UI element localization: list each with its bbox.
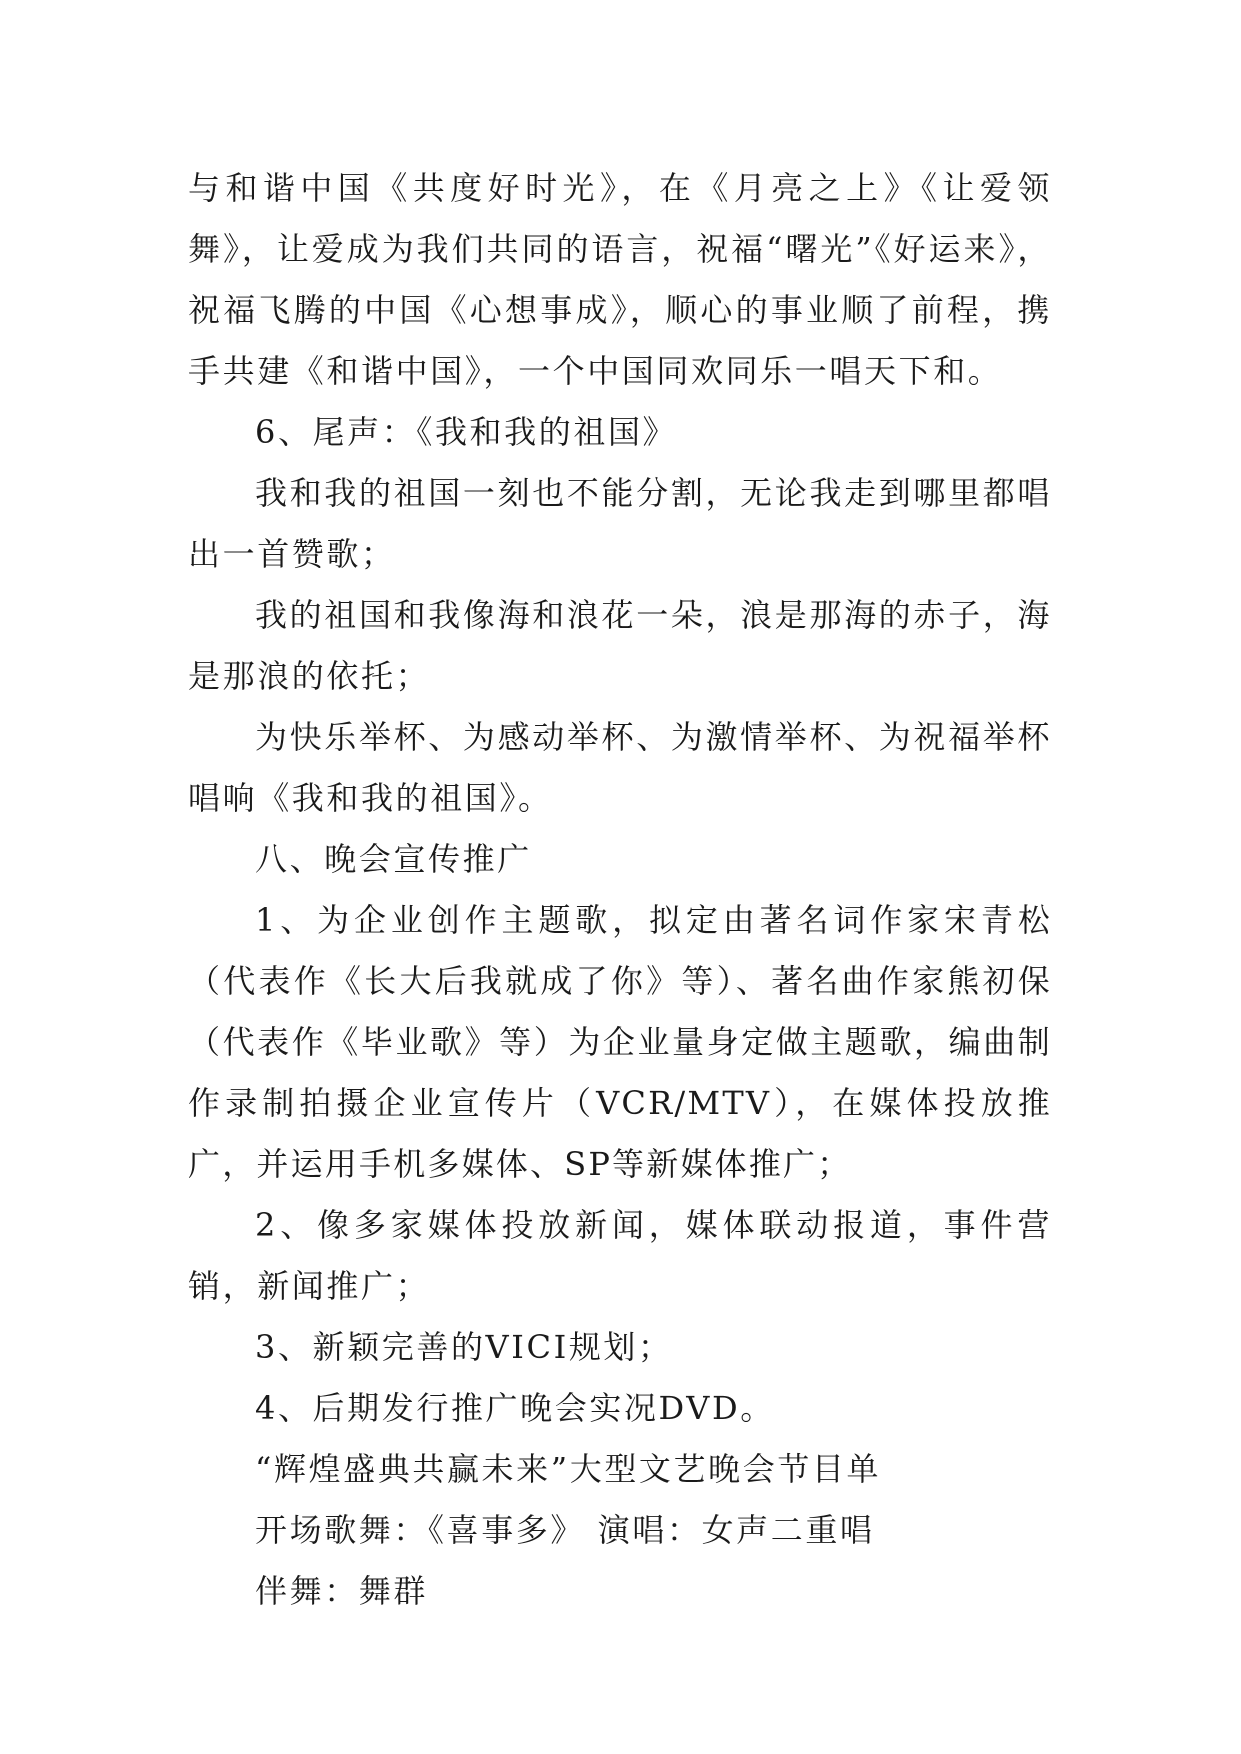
program-item-dancers: 伴舞：舞群 — [255, 1572, 429, 1610]
program-title: “辉煌盛典共赢未来”大型文艺晚会节目单 — [255, 1450, 882, 1488]
paragraph-promotion-2: 2、像多家媒体投放新闻，媒体联动报道，事件营销，新闻推广； — [188, 1206, 1052, 1305]
document-body — [188, 158, 1052, 1622]
paragraph-section-finale: 6、尾声：《我和我的祖国》 — [255, 413, 678, 451]
paragraph-lyric-1: 我和我的祖国一刻也不能分割，无论我走到哪里都唱出一首赞歌； — [188, 474, 1052, 573]
paragraph-toast: 为快乐举杯、为感动举杯、为激情举杯、为祝福举杯唱响《我和我的祖国》。 — [188, 718, 1052, 817]
paragraph-promotion-4: 4、后期发行推广晚会实况DVD。 — [255, 1389, 775, 1427]
paragraph-promotion-3: 3、新颖完善的VICI规划； — [255, 1328, 673, 1366]
section-heading-promotion: 八、晚会宣传推广 — [255, 840, 532, 878]
program-item-opening: 开场歌舞：《喜事多》 演唱：女声二重唱 — [255, 1511, 875, 1549]
paragraph-promotion-1: 1、为企业创作主题歌，拟定由著名词作家宋青松（代表作《长大后我就成了你》等）、著名曲作家熊初保（代表作《毕业歌》等）为企业量身定做主题歌，编曲制作录制拍摄企业宣传片（VCR/MTV），在媒体投放推广，并运用手机多媒体、SP等新媒体推广； — [188, 901, 1052, 1183]
paragraph-lyric-2: 我的祖国和我像海和浪花一朵，浪是那海的赤子，海是那浪的依托； — [188, 596, 1052, 695]
paragraph-continuation: 与和谐中国《共度好时光》，在《月亮之上》《让爱领舞》，让爱成为我们共同的语言，祝福“曙光”《好运来》，祝福飞腾的中国《心想事成》，顺心的事业顺了前程，携手共建《和谐中国》，一个中国同欢同乐一唱天下和。 — [188, 169, 1052, 390]
